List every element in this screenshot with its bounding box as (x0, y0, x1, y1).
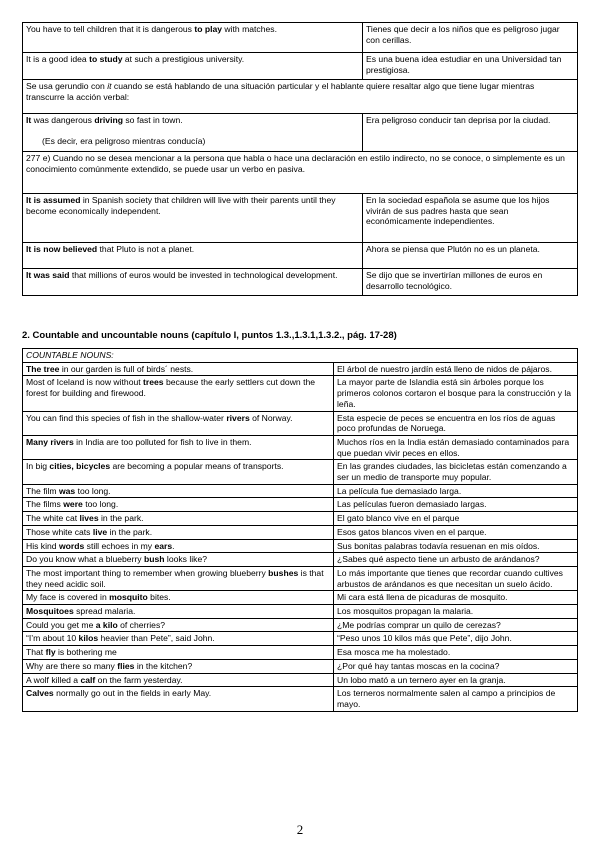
english-cell: You have to tell children that it is dangerous to play with matches. (23, 23, 363, 53)
table-row (23, 566, 578, 590)
english-cell: Calves normally go out in the fields in early May. (23, 687, 334, 711)
table-row (23, 687, 578, 711)
table-row (23, 23, 578, 53)
table-row (23, 591, 578, 605)
spanish-cell: La película fue demasiado larga. (334, 484, 578, 498)
note-cell: Se usa gerundio con it cuando se está hablando de una situación particular y el hablante quiere resaltar algo que tiene lugar mientras transcurre la acción verbal: (23, 80, 578, 114)
table-row (23, 673, 578, 687)
spanish-cell: La mayor parte de Islandia está sin árboles porque los primeros colonos cortaron el bosque para la construcción y la leña. (334, 376, 578, 411)
table-row (23, 659, 578, 673)
table-caption: COUNTABLE NOUNS: (23, 349, 578, 363)
spanish-cell: Es una buena idea estudiar en una Universidad tan prestigiosa. (363, 53, 578, 80)
clarification-note: (Es decir, era peligroso mientras conducía) (42, 135, 206, 146)
english-cell: A wolf killed a calf on the farm yesterday. (23, 673, 334, 687)
table-row (23, 553, 578, 567)
spanish-cell: Era peligroso conducir tan deprisa por la ciudad. (363, 114, 578, 152)
english-cell: You can find this species of fish in the shallow-water rivers of Norway. (23, 411, 334, 435)
table-row (23, 194, 578, 243)
table-row (23, 632, 578, 646)
table-row (23, 243, 578, 269)
table-row (23, 460, 578, 484)
countable-nouns-table (22, 348, 578, 712)
english-cell: It is now believed that Pluto is not a planet. (23, 243, 363, 269)
spanish-cell: Se dijo que se invertirían millones de euros en desarrollo tecnológico. (363, 269, 578, 296)
page-number: 2 (296, 822, 304, 837)
table-row (23, 376, 578, 411)
spanish-cell: ¿Sabes qué aspecto tiene un arbusto de arándanos? (334, 553, 578, 567)
english-cell: Most of Iceland is now without trees because the early settlers cut down the forest for building and firewood. (23, 376, 334, 411)
table-row (23, 53, 578, 80)
spanish-cell: Lo más importante que tienes que recordar cuando cultives arbustos de arándanos es que necesitan un suelo ácido. (334, 566, 578, 590)
spanish-cell: Las películas fueron demasiado largas. (334, 498, 578, 512)
english-cell: It is assumed in Spanish society that children will live with their parents until they become economically independent. (23, 194, 363, 243)
spanish-cell: Esta especie de peces se encuentra en los ríos de aguas poco profundas de Noruega. (334, 411, 578, 435)
table-row (23, 512, 578, 526)
table-row (23, 411, 578, 435)
spanish-cell: “Peso unos 10 kilos más que Pete”, dijo John. (334, 632, 578, 646)
spanish-cell: ¿Por qué hay tantas moscas en la cocina? (334, 659, 578, 673)
english-cell: Do you know what a blueberry bush looks like? (23, 553, 334, 567)
english-cell: The white cat lives in the park. (23, 512, 334, 526)
english-cell: Many rivers in India are too polluted for fish to live in them. (23, 435, 334, 459)
english-cell: The films were too long. (23, 498, 334, 512)
spanish-cell: ¿Me podrías comprar un quilo de cerezas? (334, 618, 578, 632)
english-cell: The most important thing to remember when growing blueberry bushes is that they need acidic soil. (23, 566, 334, 590)
note-row (23, 80, 578, 114)
table-row (23, 484, 578, 498)
spanish-cell: Los terneros normalmente salen al campo a principios de mayo. (334, 687, 578, 711)
spanish-cell: Muchos ríos en la India están demasiado contaminados para que puedan vivir peces en ellos. (334, 435, 578, 459)
table-row (23, 525, 578, 539)
table-row (23, 362, 578, 376)
english-cell: My face is covered in mosquito bites. (23, 591, 334, 605)
table-row (23, 114, 578, 152)
english-cell: Those white cats live in the park. (23, 525, 334, 539)
spanish-cell: El árbol de nuestro jardín está lleno de nidos de pájaros. (334, 362, 578, 376)
table-row (23, 435, 578, 459)
spanish-cell: En la sociedad española se asume que los hijos vivirán de sus padres hasta que sean económicamente independientes. (363, 194, 578, 243)
spanish-cell: Mi cara está llena de picaduras de mosquito. (334, 591, 578, 605)
countable-nouns-rows (23, 362, 578, 711)
note-cell: 277 e) Cuando no se desea mencionar a la persona que habla o hace una declaración en estilo indirecto, no se conoce, o simplemente es un conocimiento comúnmente extendido, se puede usar un verbo en pasiva. (23, 152, 578, 194)
english-cell: It was said that millions of euros would be invested in technological development. (23, 269, 363, 296)
english-cell: That fly is bothering me (23, 646, 334, 660)
spanish-cell: El gato blanco vive en el parque (334, 512, 578, 526)
section-heading: 2. Countable and uncountable nouns (capítulo I, puntos 1.3.,1.3.1,1.3.2., pág. 17-28) (22, 330, 397, 341)
table-row (23, 498, 578, 512)
spanish-cell: Ahora se piensa que Plutón no es un planeta. (363, 243, 578, 269)
spanish-cell: Tienes que decir a los niños que es peligroso jugar con cerillas. (363, 23, 578, 53)
english-cell: The tree in our garden is full of birds´ nests. (23, 362, 334, 376)
table-row (23, 269, 578, 296)
spanish-cell: Esos gatos blancos viven en el parque. (334, 525, 578, 539)
grammar-table-1 (22, 22, 578, 296)
table-row (23, 618, 578, 632)
spanish-cell: Sus bonitas palabras todavía resuenan en mis oídos. (334, 539, 578, 553)
spanish-cell: En las grandes ciudades, las bicicletas están comenzando a ser un medio de transporte muy popular. (334, 460, 578, 484)
table-row (23, 539, 578, 553)
english-cell: Mosquitoes spread malaria. (23, 605, 334, 619)
english-cell: His kind words still echoes in my ears. (23, 539, 334, 553)
table-row (23, 646, 578, 660)
spanish-cell: Esa mosca me ha molestado. (334, 646, 578, 660)
english-cell: It was dangerous driving so fast in town. (Es decir, era peligroso mientras conducía) (23, 114, 363, 152)
english-cell: In big cities, bicycles are becoming a popular means of transports. (23, 460, 334, 484)
spanish-cell: Los mosquitos propagan la malaria. (334, 605, 578, 619)
english-cell: The film was too long. (23, 484, 334, 498)
spanish-cell: Un lobo mató a un ternero ayer en la granja. (334, 673, 578, 687)
english-cell: It is a good idea to study at such a prestigious university. (23, 53, 363, 80)
english-cell: Could you get me a kilo of cherries? (23, 618, 334, 632)
english-cell: Why are there so many flies in the kitchen? (23, 659, 334, 673)
caption-row (23, 349, 578, 363)
note-row (23, 152, 578, 194)
table-row (23, 605, 578, 619)
english-cell: “I’m about 10 kilos heavier than Pete”, said John. (23, 632, 334, 646)
